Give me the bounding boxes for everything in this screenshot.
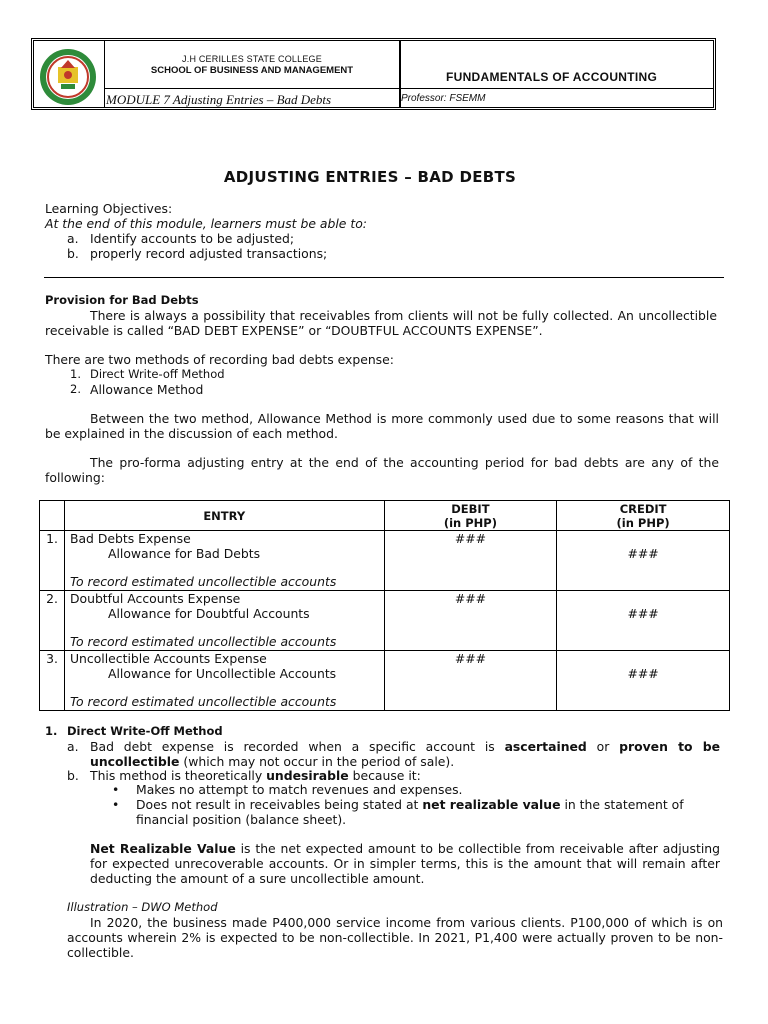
bold-term: proven to be uncollectible [90, 739, 720, 769]
objective-label: b. [67, 246, 79, 261]
credit-account: Allowance for Uncollectible Accounts [107, 666, 337, 681]
table-header-number [40, 501, 65, 531]
item-label: a. [67, 739, 79, 754]
text-run: This method is theoretically [90, 768, 267, 783]
method-item: Allowance Method [90, 382, 204, 397]
table-row [40, 591, 730, 651]
methods-intro: There are two methods of recording bad debts expense: [45, 352, 394, 367]
bold-term: undesirable [266, 768, 349, 783]
provision-paragraph: There is always a possibility that receivables from clients will not be fully collected. An uncollectible receivable is called “BAD DEBT EXPENSE” or “DOUBTFUL ACCOUNTS EXPENSE”. [45, 308, 717, 338]
text-run: is the net expected amount to be collectible from receivable after adjusting for expected unrecoverable accounts. Or in simpler terms, this is the amount that will remain after deducting the amount of a sure uncollectible amount. [90, 841, 720, 886]
table-row [40, 651, 730, 711]
bold-term: net realizable value [422, 797, 561, 812]
nrv-paragraph [90, 841, 720, 886]
table-header-row [40, 501, 730, 531]
debit-header-label: DEBIT [451, 501, 490, 516]
credit-account: Allowance for Doubtful Accounts [107, 606, 310, 621]
debit-account: Uncollectible Accounts Expense [69, 651, 267, 666]
credit-amount: ### [627, 666, 659, 681]
credit-amount: ### [627, 546, 659, 561]
entry-note: To record estimated uncollectible accounts [69, 694, 337, 709]
objective-label: a. [67, 231, 79, 246]
credit-cell [557, 591, 730, 651]
objectives-heading: Learning Objectives: [45, 201, 173, 216]
method-number: 2. [70, 382, 81, 396]
credit-header-unit: (in PHP) [616, 515, 670, 530]
text-run: Bad debt expense is recorded when a specific account is [90, 739, 505, 754]
objective-item: properly record adjusted transactions; [90, 246, 328, 261]
credit-cell [557, 531, 730, 591]
proforma-entries-table [39, 500, 730, 711]
dwo-point-a [90, 739, 720, 769]
provision-heading: Provision for Bad Debts [45, 293, 199, 307]
section-number: 1. [45, 724, 58, 738]
illustration-heading: Illustration – DWO Method [67, 900, 218, 914]
professor-label: Professor: FSEMM [401, 93, 486, 104]
illustration-paragraph: In 2020, the business made P400,000 service income from various clients. P100,000 of which is on accounts wherein 2% is expected to be non-collectible. In 2021, P1,400 were actually proven to be non-collectible. [67, 915, 723, 960]
entry-note: To record estimated uncollectible accounts [69, 634, 337, 649]
course-title: FUNDAMENTALS OF ACCOUNTING [446, 70, 658, 84]
item-label: b. [67, 768, 79, 783]
method-item: Direct Write-off Method [90, 367, 225, 381]
text-run: or [586, 739, 620, 754]
dwo-point-b [90, 768, 421, 783]
header-divider [104, 88, 713, 89]
entry-note: To record estimated uncollectible accounts [69, 574, 337, 589]
credit-cell [557, 651, 730, 711]
text-run: in the statement of financial position (balance sheet). [136, 797, 684, 827]
row-number: 1. [40, 531, 65, 591]
college-seal-logo [39, 48, 97, 106]
debit-account: Bad Debts Expense [69, 531, 191, 546]
entry-cell [64, 531, 384, 591]
bullet-item [136, 797, 720, 827]
header-divider [104, 41, 105, 107]
debit-amount: ### [384, 591, 557, 651]
bold-term: ascertained [504, 739, 587, 754]
entry-cell [64, 591, 384, 651]
methods-paragraph: Between the two method, Allowance Method is more commonly used due to some reasons that will be explained in the discussion of each method. [45, 411, 719, 441]
module-title: MODULE 7 Adjusting Entries – Bad Debts [106, 92, 332, 107]
document-header [31, 38, 716, 110]
dwo-heading: Direct Write-Off Method [67, 724, 223, 738]
table-header-credit [557, 501, 730, 531]
proforma-paragraph: The pro-forma adjusting entry at the end of the accounting period for bad debts are any of the following: [45, 455, 719, 485]
row-number: 3. [40, 651, 65, 711]
text-run: Does not result in receivables being stated at [136, 797, 423, 812]
section-divider [44, 277, 724, 278]
credit-amount: ### [627, 606, 659, 621]
debit-amount: ### [384, 531, 557, 591]
debit-account: Doubtful Accounts Expense [69, 591, 241, 606]
debit-header-unit: (in PHP) [443, 515, 497, 530]
entry-cell [64, 651, 384, 711]
objectives-intro: At the end of this module, learners must be able to: [45, 216, 367, 231]
college-name: J.H CERILLES STATE COLLEGE [182, 54, 322, 64]
school-name: SCHOOL OF BUSINESS AND MANAGEMENT [150, 65, 354, 76]
row-number: 2. [40, 591, 65, 651]
credit-account: Allowance for Bad Debts [107, 546, 261, 561]
debit-amount: ### [384, 651, 557, 711]
objective-item: Identify accounts to be adjusted; [90, 231, 295, 246]
dwo-bullet-list [136, 782, 720, 827]
method-number: 1. [70, 367, 81, 381]
credit-header-label: CREDIT [619, 501, 667, 516]
text-run: because it: [348, 768, 421, 783]
bullet-item: • Makes no attempt to match revenues and expenses. [136, 782, 720, 797]
page-title: ADJUSTING ENTRIES – BAD DEBTS [223, 168, 517, 186]
table-header-debit [384, 501, 557, 531]
bold-term: Net Realizable Value [90, 841, 236, 856]
table-header-entry: ENTRY [64, 501, 384, 531]
table-row [40, 531, 730, 591]
text-run: (which may not occur in the period of sale). [179, 754, 455, 769]
